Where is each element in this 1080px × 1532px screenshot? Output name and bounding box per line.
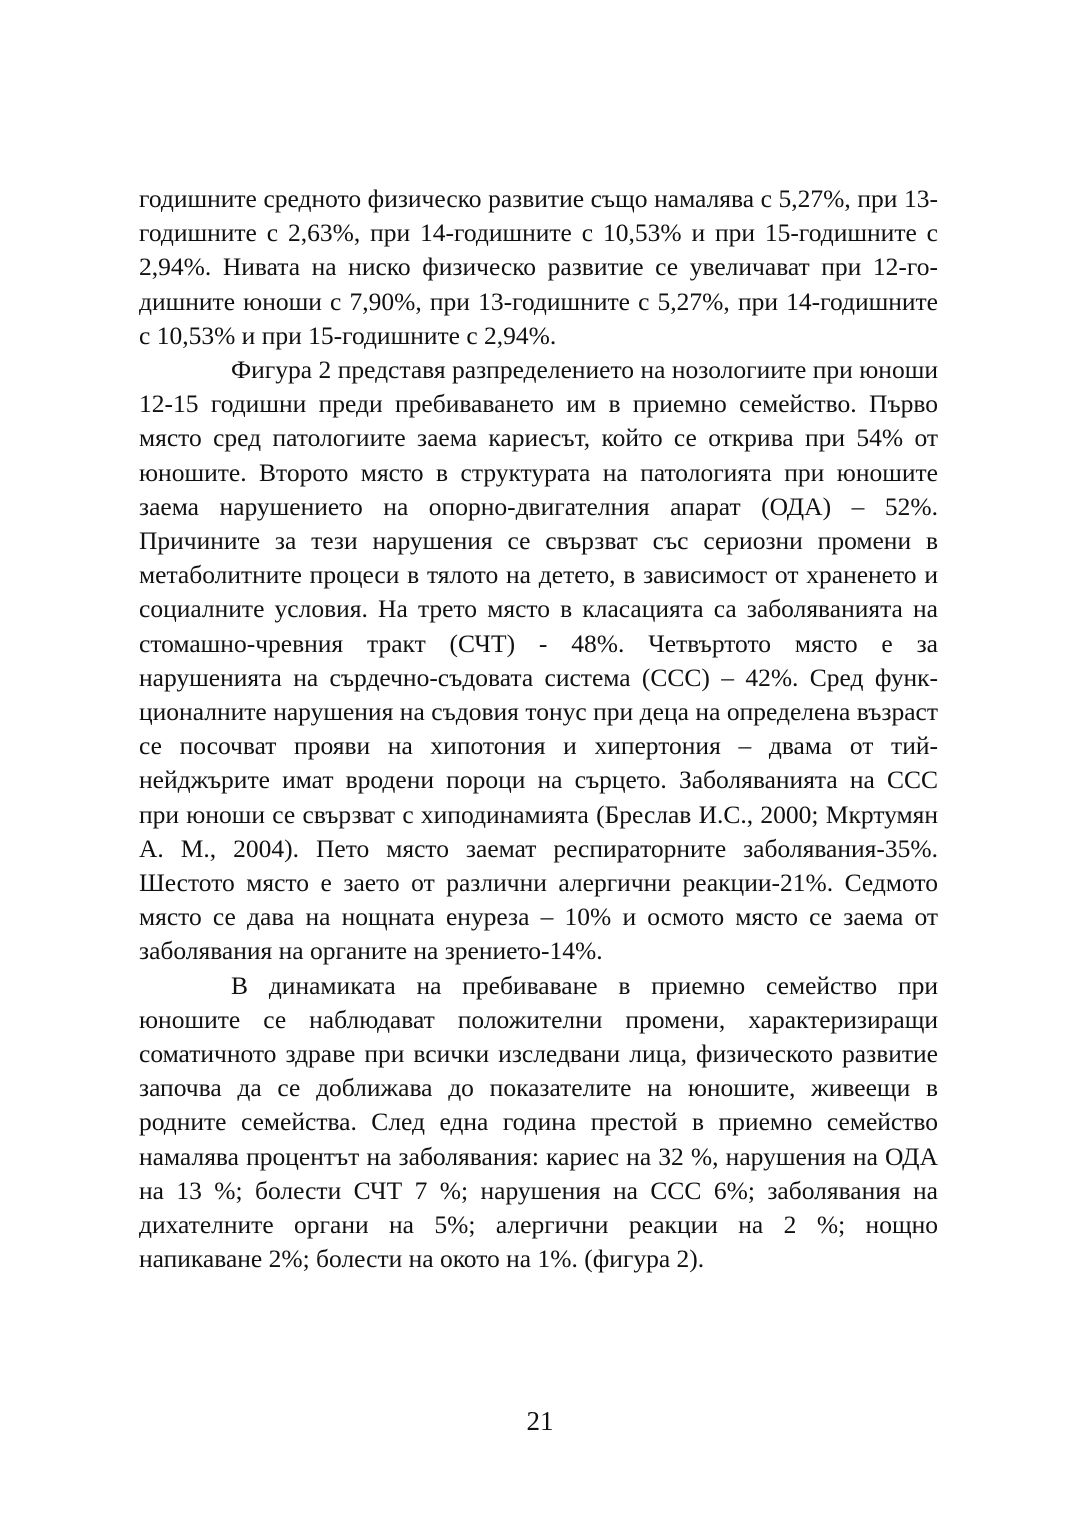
paragraph-2: Фигура 2 представя разпределението на нозологиите при юноши 12-15 годишни преди пребиваването им в приемно семейство. Първо място сред патологиите заема кариесът, който се открива при 54% от юношите. Второто място в структурата на патологията при юношите заема нарушението на опорно-двигателния апарат (ОДА) – 52%. Причините за тези нарушения се свързват със сериозни промени в метаболитните процеси в тялото на детето, в зависимост от храненето и социалните условия. На трето място в класацията са заболяванията на стомашно-чревния тракт (СЧТ) - 48%. Четвъртото място е за нарушенията на сърдечно-съдовата система (ССС) – 42%. Сред функционалните нарушения на съдовия тонус при деца на определена възраст се посочват прояви на хипотония и хипертония – двама от тийнейджърите имат вродени пороци на сърцето. Заболяванията на ССС при юноши се свързват с хиподинамията (Бреслав И.С., 2000; Мкртумян А. М., 2004). Пето място заемат респираторните заболявания-35%. Шестото място е заето от различни алергични реакции-21%. Седмото място се дава на нощната енуреза – 10% и осмото място се заема от заболявания на органите на зрението-14%.: [139, 355, 938, 966]
paragraph-3: В динамиката на пребиваване в приемно семейство при юношите се наблюдават положителни промени, характеризиращи соматичното здраве при всички изследвани лица, физическото развитие започва да се доближава до показателите на юношите, живеещи в родните семейства. След една година престой в приемно семейство намалява процентът на заболявания: кариес на 32 %, нарушения на ОДА на 13 %; болести СЧТ 7 %; нарушения на ССС 6%; заболявания на дихателните органи на 5%; алергични реакции на 2 %; нощно напикаване 2%; болести на окото на 1%. (фигура 2).: [139, 970, 938, 1274]
paragraph-1: годишните средното физическо развитие също намалява с 5,27%, при 13-годишните с 2,63%, при 14-годишните с 10,53% и при 15-годишните с 2,94%. Нивата на ниско физическо развитие се увеличават при 12-годишните юноши с 7,90%, при 13-годишните с 5,27%, при 14-годишните с 10,53% и при 15-годишните с 2,94%.: [139, 184, 938, 350]
page-number: 21: [526, 1406, 554, 1436]
body-text: [139, 182, 938, 1277]
